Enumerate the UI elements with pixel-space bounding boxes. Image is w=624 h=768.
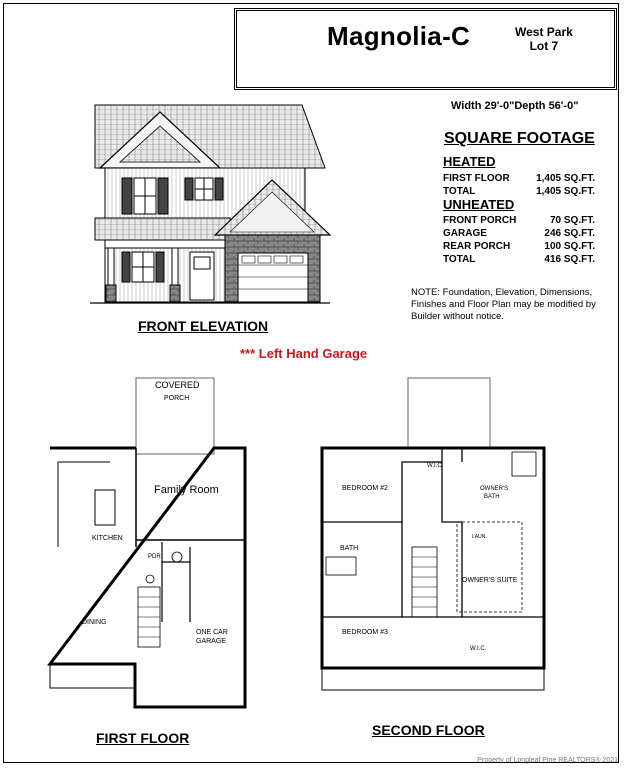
room-label: OWNER'S [480,486,509,492]
room-label: GARAGE [196,638,226,645]
room-label: W.I.C. [470,646,487,652]
second-floor-plan [312,372,552,722]
front-elevation-label: FRONT ELEVATION [138,318,269,334]
room-label: KITCHEN [92,535,123,542]
subdivision-name: West Park [515,25,573,39]
first-floor-label: FIRST FLOOR [96,730,190,746]
lot-number: Lot 7 [529,39,559,53]
room-label: PORCH [164,395,190,402]
room-label: COVERED [155,380,200,390]
subdivision-info [515,25,573,53]
sqft-row: REAR PORCH 100 SQ.FT. [443,241,595,252]
unheated-heading: UNHEATED [443,197,515,212]
title-block [234,8,617,90]
room-label: LAUN. [472,534,487,540]
room-label: BEDROOM #3 [342,629,388,636]
square-footage-heading: SQUARE FOOTAGE [444,130,595,147]
builder-note: NOTE: Foundation, Elevation, Dimensions, Finishes and Floor Plan may be modified by Builder without notice. [411,287,596,322]
room-label: BATH [340,545,359,552]
room-label: DINING [82,619,107,626]
sqft-row: FRONT PORCH 70 SQ.FT. [443,215,595,226]
first-floor-plan [40,372,280,722]
room-label: BATH [484,494,500,500]
room-label: OWNER'S SUITE [462,577,518,584]
front-elevation-drawing [90,100,340,310]
room-label: ONE CAR [196,629,228,636]
sqft-row: FIRST FLOOR 1,405 SQ.FT. [443,173,595,184]
watermark: Property of Longleaf Pine REALTORS® 2021 [477,757,618,764]
garage-orientation-note: *** Left Hand Garage [240,346,368,361]
room-label: PDR [148,554,161,560]
room-label: BEDROOM #2 [342,485,388,492]
room-label: Family Room [154,484,219,496]
sqft-row: GARAGE 246 SQ.FT. [443,228,595,239]
heated-heading: HEATED [443,154,496,169]
sqft-row: TOTAL 1,405 SQ.FT. [443,186,595,197]
plan-title: Magnolia-C [327,21,471,51]
second-floor-label: SECOND FLOOR [372,722,485,738]
sqft-row: TOTAL 416 SQ.FT. [443,254,595,265]
room-label: W.I.C. [427,463,444,469]
plan-dimensions: Width 29'-0"Depth 56'-0" [451,100,579,112]
